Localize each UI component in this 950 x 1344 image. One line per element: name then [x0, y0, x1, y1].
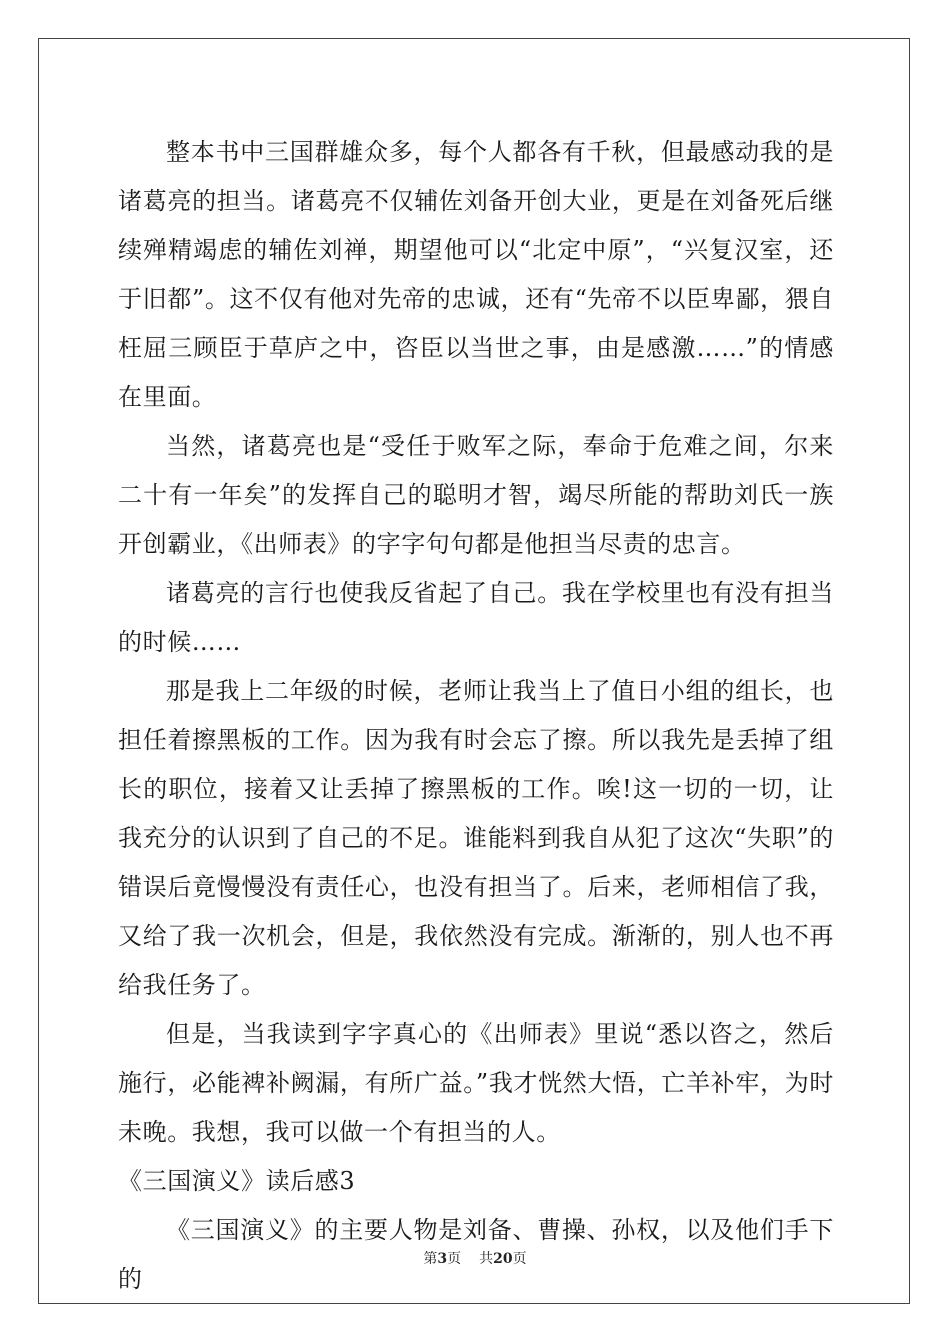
paragraph-2: 当然，诸葛亮也是“受任于败军之际，奉命于危难之间，尔来二十有一年矣”的发挥自己的聪明才智，竭尽所能的帮助刘氏一族开创霸业，《出师表》的字字句句都是他担当尽责的忠言。 [118, 432, 834, 558]
total-prefix: 共 [479, 1251, 494, 1267]
paragraph-1: 整本书中三国群雄众多，每个人都各有千秋，但最感动我的是诸葛亮的担当。诸葛亮不仅辅佐刘备开创大业，更是在刘备死后继续殚精竭虑的辅佐刘禅，期望他可以“北定中原”，“兴复汉室，还于旧都”。这不仅有他对先帝的忠诚，还有“先帝不以臣卑鄙，猥自枉屈三顾臣于草庐之中，咨臣以当世之事，由是感激……”的情感在里面。 [118, 138, 834, 411]
paragraph-4: 那是我上二年级的时候，老师让我当上了值日小组的组长，也担任着擦黑板的工作。因为我有时会忘了擦。所以我先是丢掉了组长的职位，接着又让丢掉了擦黑板的工作。唉!这一切的一切，让我充分的认识到了自己的不足。谁能料到我自从犯了这次“失职”的错误后竟慢慢没有责任心，也没有担当了。后来，老师相信了我，又给了我一次机会，但是，我依然没有完成。渐渐的，别人也不再给我任务了。 [118, 677, 834, 999]
page-prefix: 第 [423, 1251, 438, 1267]
paragraph-5: 但是，当我读到字字真心的《出师表》里说“悉以咨之，然后施行，必能裨补阙漏，有所广益。”我才恍然大悟，亡羊补牢，为时未晚。我想，我可以做一个有担当的人。 [118, 1020, 834, 1146]
paragraph-6: 《三国演义》的主要人物是刘备、曹操、孙权，以及他们手下的 [118, 1216, 834, 1293]
paragraph-3: 诸葛亮的言行也使我反省起了自己。我在学校里也有没有担当的时候…… [118, 579, 834, 656]
page-suffix: 页 [447, 1251, 462, 1267]
document-body [118, 128, 834, 1304]
section-heading: 《三国演义》读后感3 [118, 1167, 356, 1195]
page-footer [0, 1248, 950, 1268]
page-total: 20 [493, 1251, 513, 1267]
page-current: 3 [437, 1251, 448, 1267]
total-suffix: 页 [512, 1251, 527, 1267]
